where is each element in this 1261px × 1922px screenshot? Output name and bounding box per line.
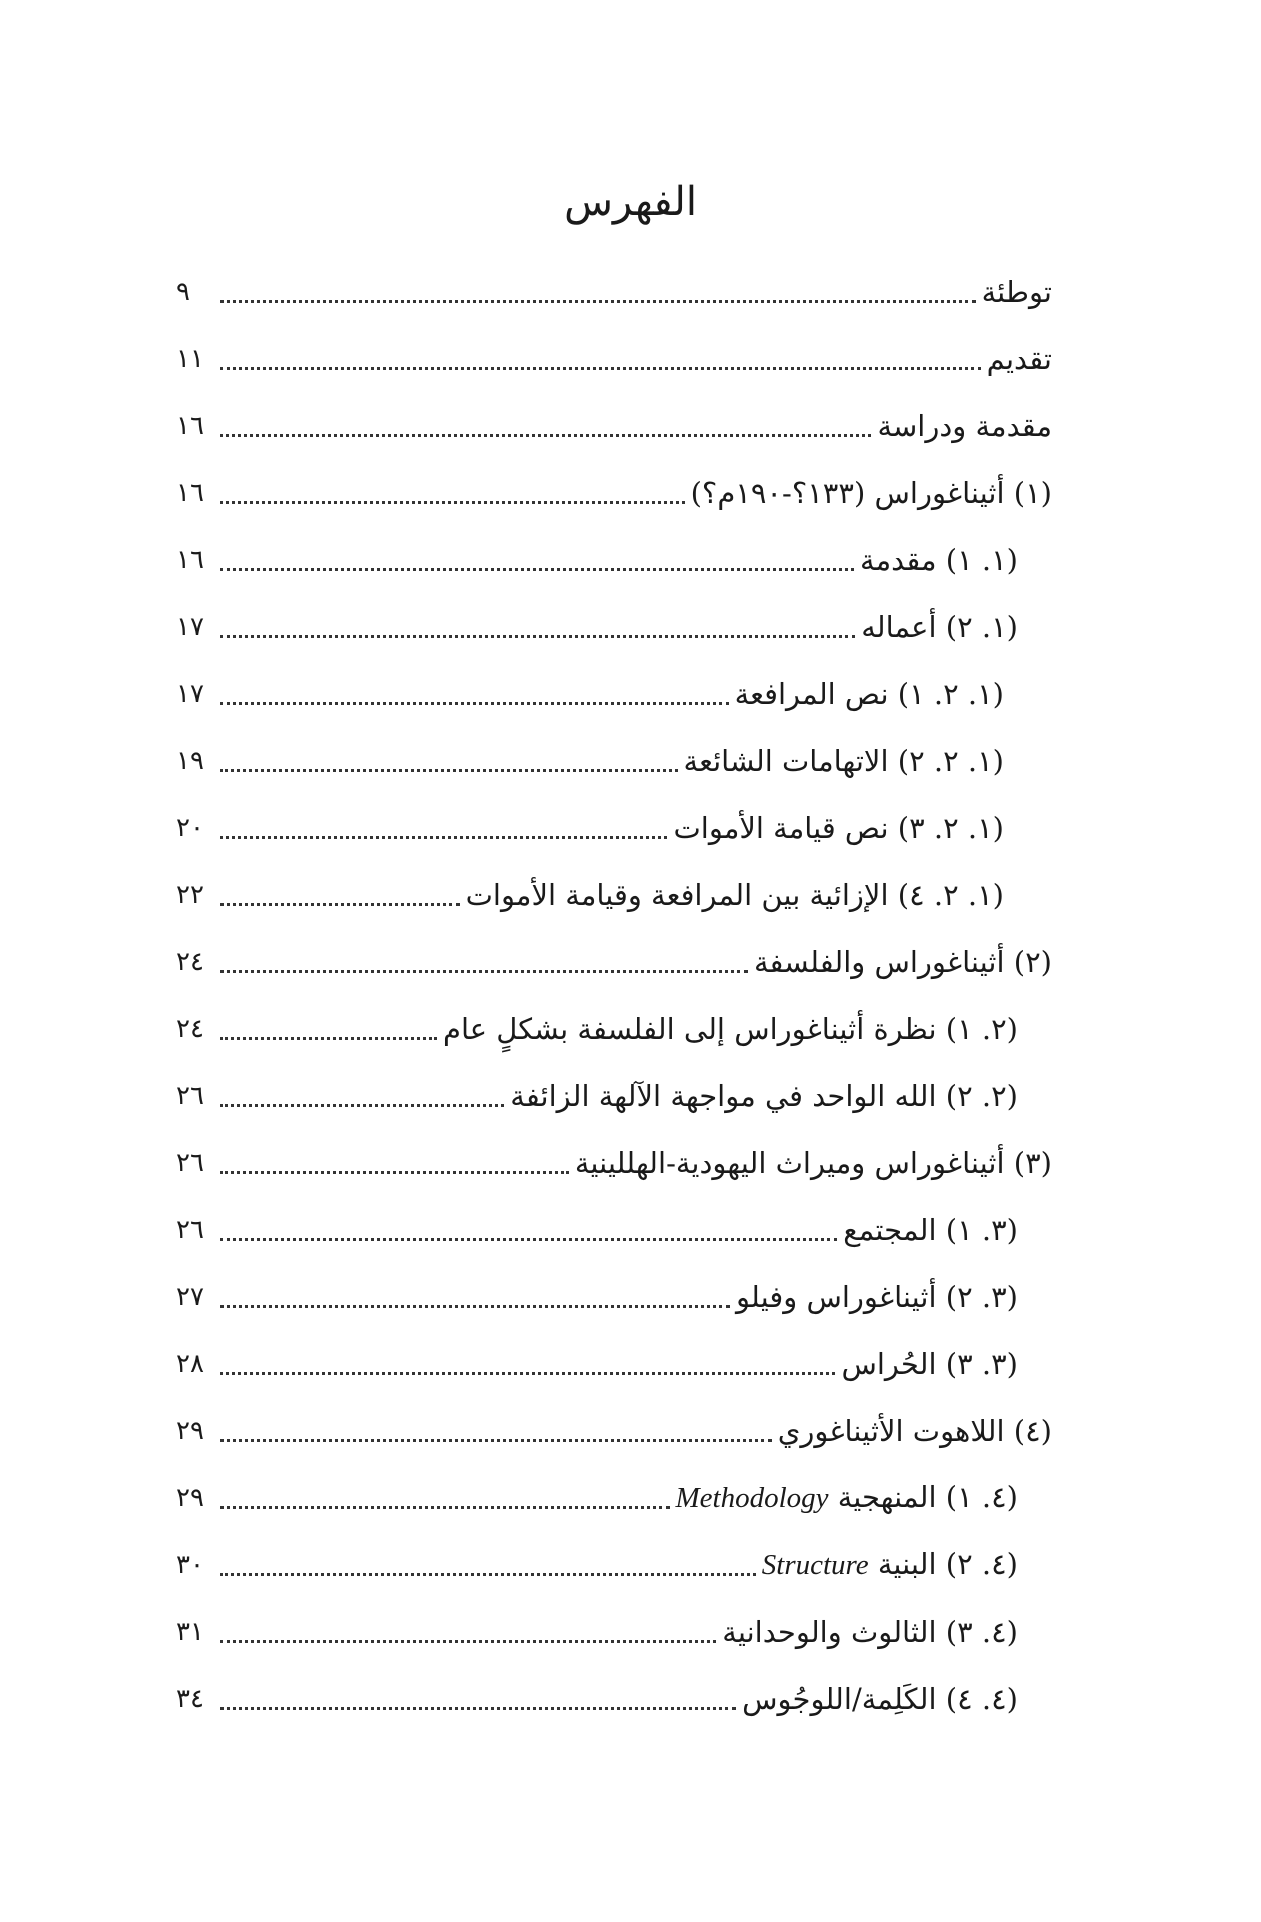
toc-label-text: (١. ٢. ٣) نص قيامة الأموات [673, 810, 1004, 845]
toc-page-number: ٢٦ [176, 1214, 204, 1245]
toc-page-number: ٢٦ [176, 1080, 204, 1111]
toc-label-wrap [877, 409, 1052, 443]
toc-entry[interactable] [176, 1464, 1052, 1531]
toc-label-wrap [443, 1012, 1018, 1046]
toc-label-text: (٤. ١) المنهجية [837, 1480, 1018, 1514]
toc-label-wrap [684, 744, 1004, 778]
toc-label-text: مقدمة ودراسة [877, 408, 1052, 443]
dot-leader [220, 300, 976, 303]
toc-label-text: (١. ٢. ١) نص المرافعة [734, 676, 1004, 711]
toc-label-text: (٣. ٢) أثيناغوراس وفيلو [736, 1279, 1018, 1314]
dot-leader [220, 702, 729, 705]
toc-label [762, 1547, 1018, 1582]
toc-entry[interactable] [176, 928, 1052, 995]
toc-page-number: ١١ [176, 343, 204, 374]
toc-label-text: (١. ٢) أعماله [861, 609, 1018, 644]
toc-entry[interactable] [176, 1062, 1052, 1129]
toc-label-text: (٤. ٢) البنية [877, 1547, 1018, 1581]
toc-label-wrap [742, 1682, 1018, 1716]
toc-entry[interactable] [176, 794, 1052, 861]
dot-leader [220, 903, 460, 906]
toc-label-text: (٣) أثيناغوراس وميراث اليهودية-الهللينية [574, 1145, 1052, 1180]
toc-entry[interactable] [176, 727, 1052, 794]
toc-label-wrap [575, 1146, 1052, 1180]
toc-label-text: (١) أثيناغوراس (١٣٣؟-١٩٠م؟) [690, 475, 1052, 510]
page-title: الفهرس [564, 179, 697, 225]
toc-entry[interactable] [176, 1531, 1052, 1598]
toc-label-wrap [982, 275, 1052, 309]
toc-entry[interactable] [176, 1196, 1052, 1263]
toc-label-wrap [736, 1280, 1018, 1314]
toc-label-wrap [735, 677, 1004, 711]
toc-page-number: ٢٤ [176, 946, 204, 977]
toc-label-text: توطئة [981, 274, 1052, 309]
toc-label [466, 878, 1004, 912]
toc-entry[interactable] [176, 593, 1052, 660]
toc-label-text: (٢. ١) نظرة أثيناغوراس إلى الفلسفة بشكلٍ عام [442, 1011, 1018, 1046]
toc-label [684, 744, 1004, 778]
dot-leader [220, 970, 748, 973]
toc-label [987, 342, 1052, 376]
dot-leader [220, 635, 855, 638]
toc-page-number: ١٧ [176, 678, 204, 709]
toc-label [735, 677, 1004, 711]
dot-leader [220, 769, 678, 772]
toc-label-text: تقديم [986, 341, 1052, 376]
toc-entry[interactable] [176, 1263, 1052, 1330]
toc-page-number: ٣١ [176, 1616, 204, 1647]
toc-label [877, 409, 1052, 443]
toc-label-wrap [762, 1547, 1018, 1582]
toc-page-number: ٢٠ [176, 812, 204, 843]
toc-entry[interactable] [176, 1129, 1052, 1196]
dot-leader [220, 1104, 504, 1107]
dot-leader [220, 1037, 437, 1040]
toc-page-number: ١٦ [176, 477, 204, 508]
toc-label-wrap [987, 342, 1052, 376]
toc-page-number: ٩ [176, 276, 190, 307]
toc-entry[interactable] [176, 526, 1052, 593]
toc-label-text: (٣. ٣) الحُراس [841, 1346, 1018, 1381]
toc-label-wrap [676, 1480, 1018, 1515]
toc-label-wrap [860, 543, 1018, 577]
dot-leader [220, 1707, 736, 1710]
toc-label-text: (٤. ٣) الثالوث والوحدانية [722, 1614, 1018, 1649]
toc-page-number: ٢٩ [176, 1482, 204, 1513]
toc-entry[interactable] [176, 459, 1052, 526]
toc-page-number: ١٦ [176, 544, 204, 575]
toc-label-text: (٤) اللاهوت الأثيناغوري [777, 1413, 1052, 1448]
toc-page-number: ٢٤ [176, 1013, 204, 1044]
toc-label-wrap [466, 878, 1004, 912]
toc-label-text: (١. ٢. ٢) الاتهامات الشائعة [683, 743, 1004, 778]
toc-label [575, 1146, 1052, 1180]
toc-entry[interactable] [176, 325, 1052, 392]
toc-label-text: (١. ٢. ٤) الإزائية بين المرافعة وقيامة الأموات [465, 877, 1004, 912]
toc-label [742, 1682, 1018, 1716]
toc-page-number: ٢٢ [176, 879, 204, 910]
toc-page-number: ٢٦ [176, 1147, 204, 1178]
toc-entry[interactable] [176, 1665, 1052, 1732]
toc-label-wrap [843, 1213, 1018, 1247]
toc-label [861, 610, 1018, 644]
toc-label [676, 1480, 1018, 1515]
toc-label-latin: Structure [761, 1549, 869, 1581]
toc-label-text: (٢) أثيناغوراس والفلسفة [754, 944, 1052, 979]
toc-entry[interactable] [176, 995, 1052, 1062]
dot-leader [220, 1305, 730, 1308]
toc-label-text: (٣. ١) المجتمع [843, 1212, 1018, 1247]
toc-page-number: ١٧ [176, 611, 204, 642]
toc-label-wrap [510, 1079, 1018, 1113]
toc-label [841, 1347, 1018, 1381]
dot-leader [220, 1506, 670, 1509]
toc-label [860, 543, 1018, 577]
toc-label-wrap [778, 1414, 1052, 1448]
dot-leader [220, 501, 685, 504]
dot-leader [220, 1238, 837, 1241]
dot-leader [220, 568, 854, 571]
toc-entry[interactable] [176, 1598, 1052, 1665]
toc-label [982, 275, 1052, 309]
toc-page-number: ٣٤ [176, 1683, 204, 1714]
toc-label-text: (٢. ٢) الله الواحد في مواجهة الآلهة الزائفة [510, 1078, 1018, 1113]
toc-page-number: ١٦ [176, 410, 204, 441]
toc-label [736, 1280, 1018, 1314]
toc-label-wrap [754, 945, 1052, 979]
toc-label-text: (١. ١) مقدمة [860, 542, 1018, 577]
toc-label [673, 811, 1004, 845]
toc-page-number: ٢٩ [176, 1415, 204, 1446]
toc-label-wrap [722, 1615, 1018, 1649]
toc-label [510, 1079, 1018, 1113]
dot-leader [220, 1640, 716, 1643]
toc-entry[interactable] [176, 660, 1052, 727]
toc-label-text: (٤. ٤) الكَلِمة/اللوجُوس [742, 1681, 1018, 1716]
toc-label [443, 1012, 1018, 1046]
toc-page-number: ٢٨ [176, 1348, 204, 1379]
toc-label-latin: Methodology [675, 1482, 829, 1514]
toc-entry[interactable] [176, 861, 1052, 928]
toc-entry[interactable] [176, 258, 1052, 325]
dot-leader [220, 1171, 569, 1174]
toc-label-wrap [861, 610, 1018, 644]
dot-leader [220, 1372, 835, 1375]
dot-leader [220, 1573, 756, 1576]
toc-label [778, 1414, 1052, 1448]
toc-label [722, 1615, 1018, 1649]
toc-entry[interactable] [176, 1330, 1052, 1397]
toc-list [176, 258, 1052, 1732]
dot-leader [220, 434, 871, 437]
toc-label [691, 476, 1052, 510]
dot-leader [220, 1439, 772, 1442]
toc-label-wrap [673, 811, 1004, 845]
toc-label [843, 1213, 1018, 1247]
toc-page-number: ١٩ [176, 745, 204, 776]
toc-label-wrap [841, 1347, 1018, 1381]
dot-leader [220, 367, 981, 370]
toc-entry[interactable] [176, 392, 1052, 459]
toc-page-number: ٢٧ [176, 1281, 204, 1312]
toc-entry[interactable] [176, 1397, 1052, 1464]
toc-label [754, 945, 1052, 979]
toc-page-number: ٣٠ [176, 1549, 204, 1580]
toc-label-wrap [691, 476, 1052, 510]
dot-leader [220, 836, 667, 839]
